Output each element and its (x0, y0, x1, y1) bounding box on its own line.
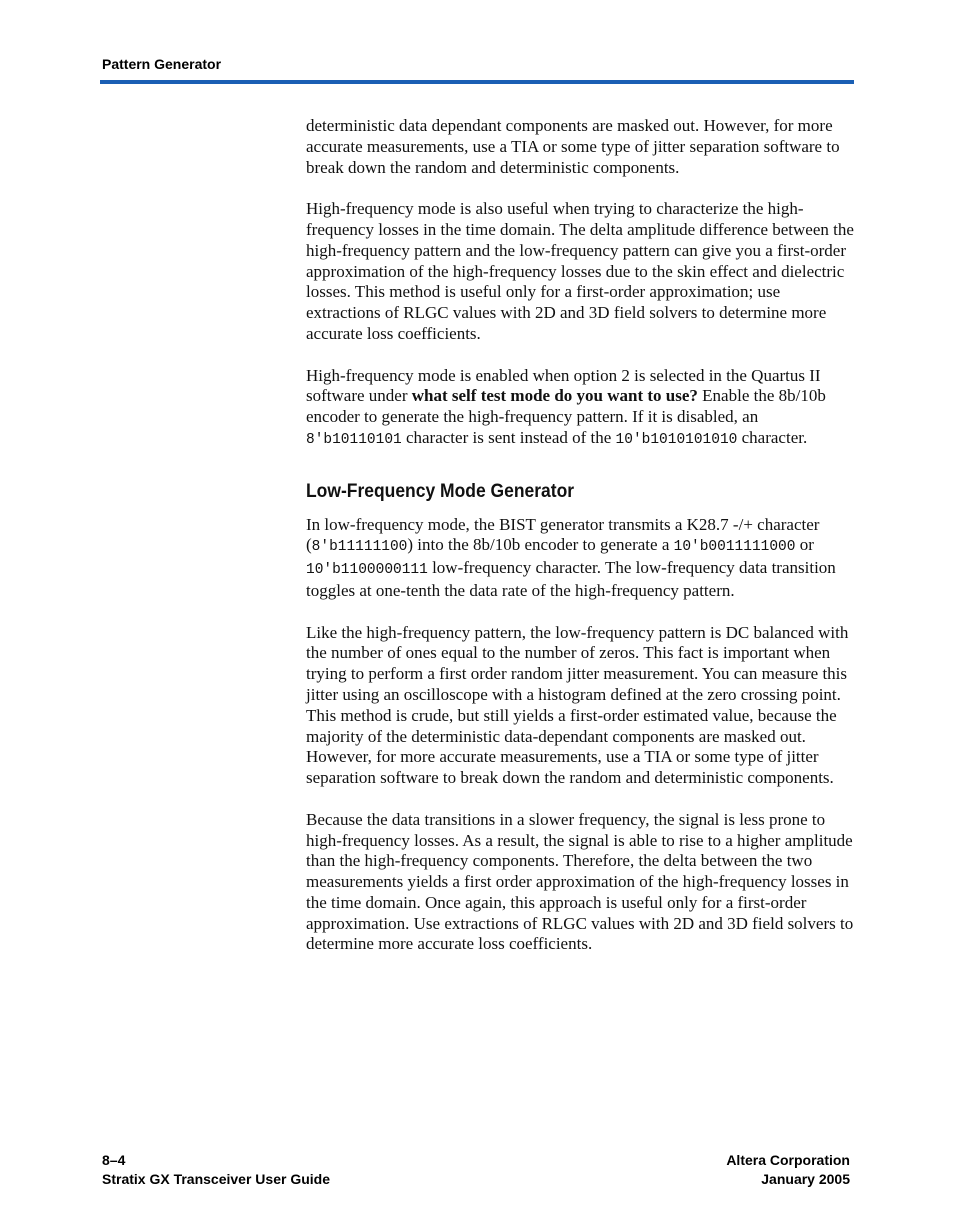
code-10b-low-a: 10'b0011111000 (673, 539, 796, 556)
paragraph-4-text-d: low-frequency character. The low-frequency data transition toggles at one-tenth the data rate of the high-frequency pattern. (306, 558, 836, 600)
footer-left (102, 1151, 330, 1189)
paragraph-6: Because the data transitions in a slower frequency, the signal is less prone to high-frequency losses. As a result, the signal is able to rise to a higher amplitude than the high-frequency components. Therefore, the delta between the two measurements yields a first order approximation of the high-frequency losses in the time domain. Once again, this approach is useful only for a first-order approximation. Use extractions of RLGC values with 2D and 3D field solvers to determine more accurate loss coefficients. (306, 809, 854, 954)
company-name: Altera Corporation (726, 1152, 850, 1168)
paragraph-3-text-a: High-frequency mode is enabled when option 2 is selected in the Quartus II software under (306, 365, 821, 406)
paragraph-3-text-d: character. (737, 427, 808, 447)
guide-title: Stratix GX Transceiver User Guide (102, 1171, 330, 1187)
paragraph-4-text-b: ) into the 8b/10b encoder to generate a (407, 535, 674, 555)
paragraph-4-text-c: or (795, 535, 814, 555)
paragraph-4 (306, 515, 854, 602)
header-rule (100, 80, 854, 84)
paragraph-1: deterministic data dependant components are masked out. However, for more accurate measurements, use a TIA or some type of jitter separation software to break down the random and deterministic components. (306, 116, 840, 177)
paragraph-3-text-b: Enable the 8b/10b encoder to generate the high-frequency pattern. If it is disabled, an (306, 386, 826, 427)
code-8b-low: 8'b11111100 (311, 539, 408, 556)
page-number: 8–4 (102, 1152, 126, 1168)
paragraph-4-text-a: In low-frequency mode, the BIST generator transmits a K28.7 -/+ character ( (306, 514, 820, 555)
code-10b-value: 10'b1010101010 (615, 431, 738, 448)
footer-right (726, 1151, 850, 1189)
running-header: Pattern Generator (102, 56, 222, 72)
paragraph-3-text-c: character is sent instead of the (401, 427, 616, 447)
body-content (306, 116, 854, 976)
paragraph-2: High-frequency mode is also useful when trying to characterize the high-frequency losses in the time domain. The delta amplitude difference between the high-frequency pattern and the low-frequency pattern can give you a first-order approximation of the high-frequency losses due to the skin effect and dielectric losses. This method is useful only for a first-order approximation; use extractions of RLGC values with 2D and 3D field solvers to determine more accurate loss coefficients. (306, 199, 854, 343)
paragraph-3 (306, 366, 854, 451)
section-heading: Low-Frequency Mode Generator (306, 480, 575, 502)
menu-option-label: what self test mode do you want to use? (411, 386, 698, 406)
publication-date: January 2005 (761, 1171, 850, 1187)
paragraph-5: Like the high-frequency pattern, the low-frequency pattern is DC balanced with the number of ones equal to the number of zeros. This fact is important when trying to perform a first order random jitter measurement. You can measure this jitter using an oscilloscope with a histogram defined at the zero crossing point. This method is crude, but still yields a first-order estimated value, because the majority of the deterministic data-dependant components are masked out. However, for more accurate measurements, use a TIA or some type of jitter separation software to break down the random and deterministic components. (306, 622, 849, 788)
code-10b-low-b: 10'b1100000111 (306, 562, 428, 579)
code-8b-value: 8'b10110101 (306, 431, 402, 448)
